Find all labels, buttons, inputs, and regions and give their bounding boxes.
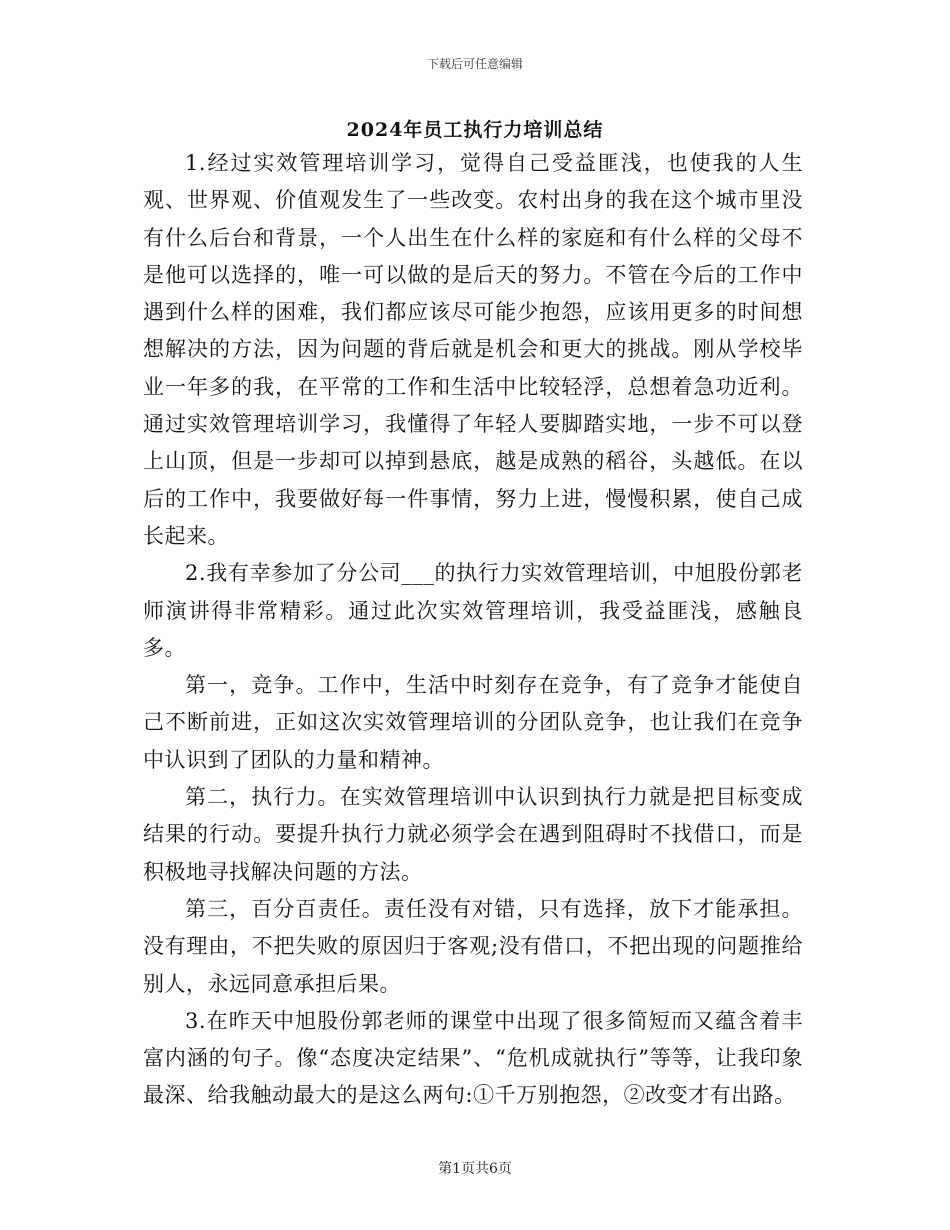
paragraph-1: 1.经过实效管理培训学习，觉得自己受益匪浅，也使我的人生观、世界观、价值观发生了一些改变。农村出身的我在这个城市里没有什么后台和背景，一个人出生在什么样的家庭和有什么样的父母不是他可以选择的，唯一可以做的是后天的努力。不管在今后的工作中遇到什么样的困难，我们都应该尽可能少抱怨，应该用更多的时间想想解决的方法，因为问题的背后就是机会和更大的挑战。刚从学校毕业一年多的我，在平常的工作和生活中比较轻浮，总想着急功近利。通过实效管理培训学习，我懂得了年轻人要脚踏实地，一步不可以登上山顶，但是一步却可以掉到悬底，越是成熟的稻谷，头越低。在以后的工作中，我要做好每一件事情，努力上进，慢慢积累，使自己成长起来。 (143, 151, 803, 548)
paragraph-responsibility: 第三，百分百责任。责任没有对错，只有选择，放下才能承担。没有理由，不把失败的原因归于客观;没有借口，不把出现的问题推给别人，永远同意承担后果。 (143, 896, 803, 996)
paragraph-2: 2.我有幸参加了分公司___的执行力实效管理培训，中旭股份郭老师演讲得非常精彩。通过此次实效管理培训，我受益匪浅，感触良多。 (143, 561, 803, 660)
paragraph-competition: 第一，竞争。工作中，生活中时刻存在竞争，有了竞争才能使自己不断前进，正如这次实效管理培训的分团队竞争，也让我们在竞争中认识到了团队的力量和精神。 (143, 673, 803, 772)
header-note: 下载后可任意编辑 (426, 57, 523, 71)
paragraph-execution: 第二，执行力。在实效管理培训中认识到执行力就是把目标变成结果的行动。要提升执行力就必须学会在遇到阻碍时不找借口，而是积极地寻找解决问题的方法。 (143, 785, 803, 884)
page-number: 第1页共6页 (438, 1161, 512, 1177)
document-body (143, 145, 803, 1115)
document-title: 2024年员工执行力培训总结 (346, 119, 604, 141)
paragraph-3: 3.在昨天中旭股份郭老师的课堂中出现了很多简短而又蕴含着丰富内涵的句子。像“态度决定结果”、“危机成就执行”等等，让我印象最深、给我触动最大的是这么两句:①千万别抱怨，②改变才有出路。 (143, 1008, 803, 1108)
